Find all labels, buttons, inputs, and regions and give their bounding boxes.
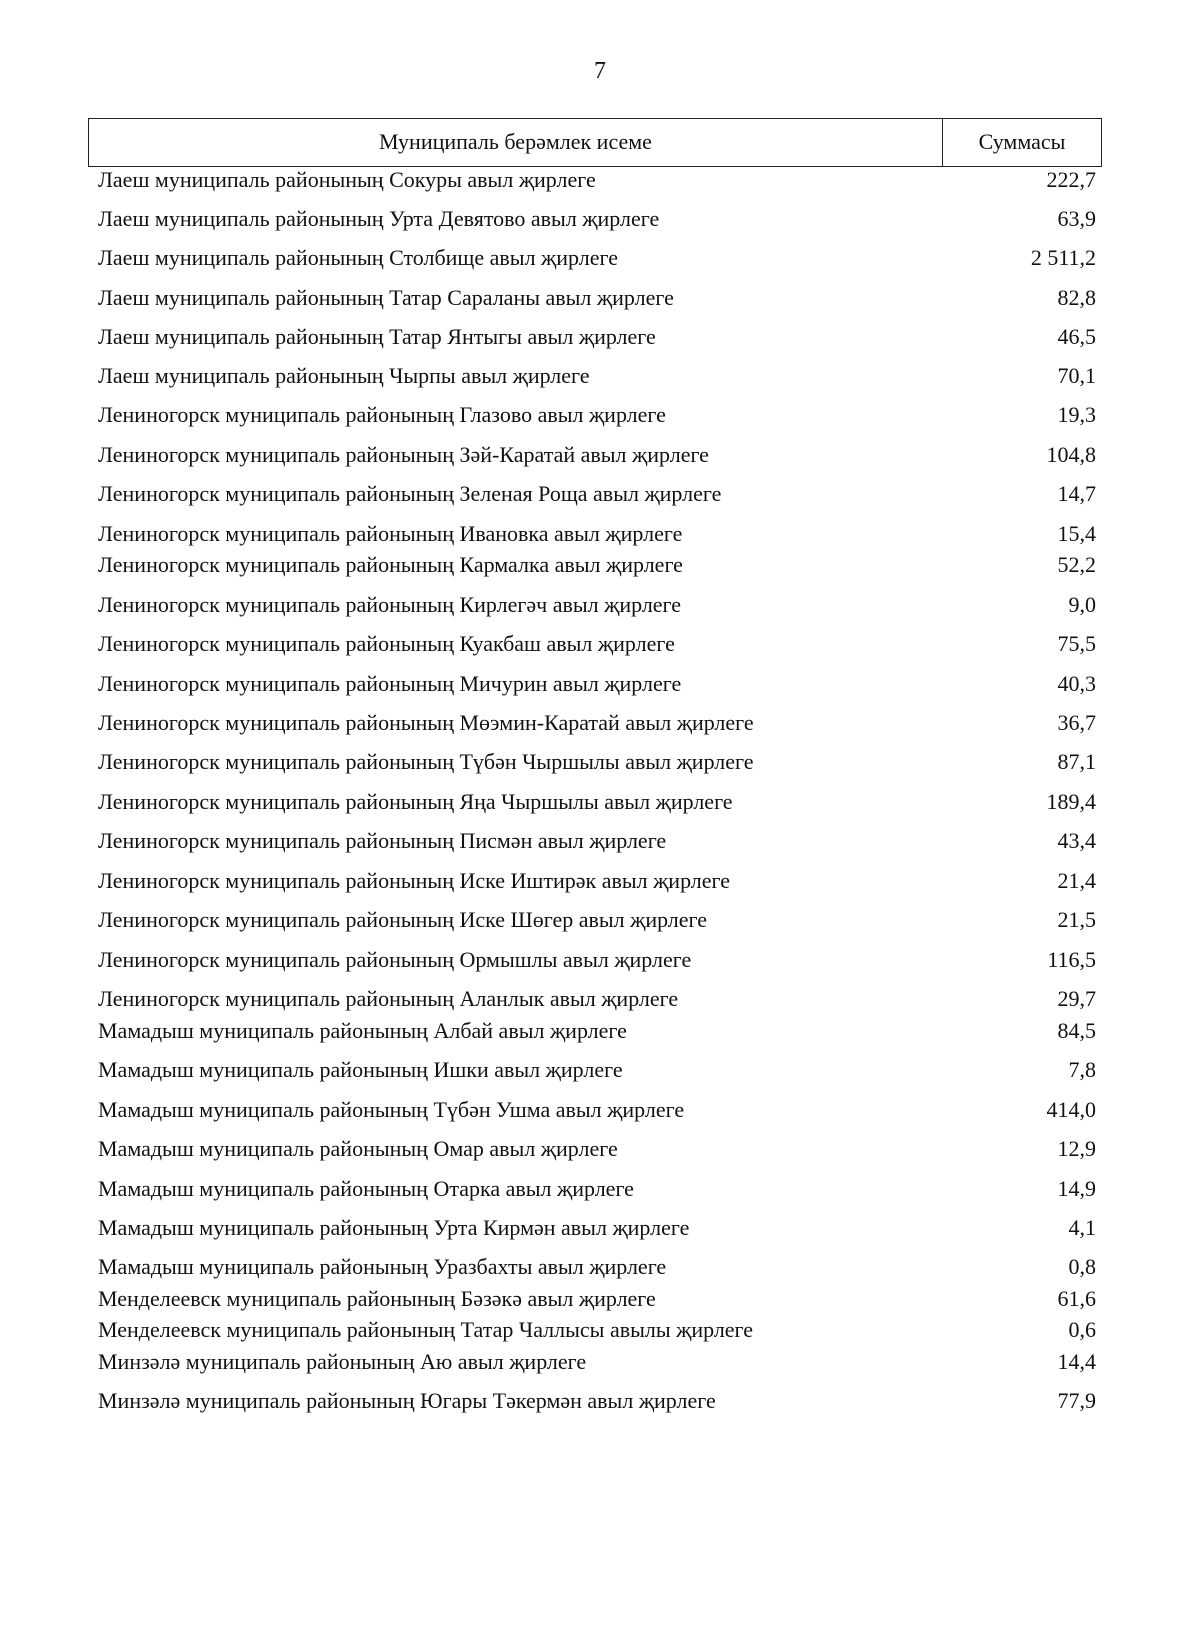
table-row bbox=[98, 984, 1096, 1014]
municipality-name: Лениногорск муниципаль районының Кармалка авыл җирлеге bbox=[98, 552, 683, 577]
table-row bbox=[98, 905, 1096, 935]
amount-value: 70,1 bbox=[1057, 363, 1096, 388]
municipality-name: Минзәлә муниципаль районының Югары Тәкермән авыл җирлеге bbox=[98, 1388, 716, 1413]
municipality-name: Лениногорск муниципаль районының Иске Шөгер авыл җирлеге bbox=[98, 907, 708, 932]
amount-value: 61,6 bbox=[1057, 1286, 1096, 1311]
table-row bbox=[98, 1284, 1096, 1314]
amount-value: 82,8 bbox=[1057, 285, 1096, 310]
table-row bbox=[98, 1347, 1096, 1377]
amount-value: 2 511,2 bbox=[1030, 245, 1096, 270]
amount-value: 46,5 bbox=[1057, 324, 1096, 349]
table-row bbox=[98, 1095, 1096, 1125]
municipality-name: Мамадыш муниципаль районының Уразбахты авыл җирлеге bbox=[98, 1254, 667, 1279]
table-row bbox=[98, 1386, 1096, 1416]
amount-value: 12,9 bbox=[1057, 1136, 1096, 1161]
municipality-name: Мамадыш муниципаль районының Урта Кирмән авыл җирлеге bbox=[98, 1215, 690, 1240]
amount-value: 75,5 bbox=[1057, 631, 1096, 656]
municipality-name: Лениногорск муниципаль районының Ормышлы авыл җирлеге bbox=[98, 947, 692, 972]
table-row bbox=[98, 1016, 1096, 1046]
table-row bbox=[98, 669, 1096, 699]
amount-value: 63,9 bbox=[1057, 206, 1096, 231]
amount-value: 104,8 bbox=[1046, 442, 1096, 467]
table-row bbox=[98, 519, 1096, 549]
table-row bbox=[98, 787, 1096, 817]
amount-value: 9,0 bbox=[1068, 592, 1096, 617]
municipality-name: Лениногорск муниципаль районының Мичурин авыл җирлеге bbox=[98, 671, 682, 696]
table-row bbox=[98, 550, 1096, 580]
municipality-name: Лениногорск муниципаль районының Зеленая Роща авыл җирлеге bbox=[98, 481, 722, 506]
municipality-name: Лениногорск муниципаль районының Түбән Чыршылы авыл җирлеге bbox=[98, 749, 754, 774]
page-number: 7 bbox=[594, 58, 606, 84]
municipality-name: Лаеш муниципаль районының Урта Девятово авыл җирлеге bbox=[98, 206, 660, 231]
table-row bbox=[98, 361, 1096, 391]
municipality-name: Лаеш муниципаль районының Чырпы авыл җирлеге bbox=[98, 363, 590, 388]
municipality-name: Менделеевск муниципаль районының Татар Чаллысы авылы җирлеге bbox=[98, 1317, 754, 1342]
amount-value: 21,4 bbox=[1057, 868, 1096, 893]
amount-value: 29,7 bbox=[1057, 986, 1096, 1011]
municipality-name: Лаеш муниципаль районының Столбище авыл җирлеге bbox=[98, 245, 618, 270]
amount-value: 21,5 bbox=[1057, 907, 1096, 932]
table-row bbox=[98, 866, 1096, 896]
amount-value: 52,2 bbox=[1057, 552, 1096, 577]
municipality-name: Мамадыш муниципаль районының Ишки авыл җирлеге bbox=[98, 1057, 623, 1082]
amount-value: 14,7 bbox=[1057, 481, 1096, 506]
amount-value: 14,4 bbox=[1057, 1349, 1096, 1374]
amount-value: 40,3 bbox=[1057, 671, 1096, 696]
table-row bbox=[98, 322, 1096, 352]
table-row bbox=[98, 283, 1096, 313]
amount-value: 222,7 bbox=[1046, 167, 1096, 192]
municipality-name: Лениногорск муниципаль районының Глазово авыл җирлеге bbox=[98, 402, 666, 427]
table-row bbox=[98, 1315, 1096, 1345]
amount-value: 0,6 bbox=[1068, 1317, 1096, 1342]
column-header-name: Муниципаль берәмлек исеме bbox=[89, 119, 943, 166]
amount-value: 189,4 bbox=[1046, 789, 1096, 814]
municipality-name: Мамадыш муниципаль районының Түбән Ушма авыл җирлеге bbox=[98, 1097, 685, 1122]
column-header-sum: Суммасы bbox=[978, 129, 1066, 154]
amount-value: 43,4 bbox=[1057, 828, 1096, 853]
table-row bbox=[98, 440, 1096, 470]
amount-value: 414,0 bbox=[1046, 1097, 1096, 1122]
municipality-name: Лениногорск муниципаль районының Иске Иштирәк авыл җирлеге bbox=[98, 868, 731, 893]
amount-value: 84,5 bbox=[1057, 1018, 1096, 1043]
municipality-name: Лениногорск муниципаль районының Кирлегәч авыл җирлеге bbox=[98, 592, 682, 617]
municipality-name: Мамадыш муниципаль районының Омар авыл җирлеге bbox=[98, 1136, 618, 1161]
amount-value: 77,9 bbox=[1057, 1388, 1096, 1413]
table-row bbox=[98, 747, 1096, 777]
table-row bbox=[98, 1055, 1096, 1085]
municipality-name: Лениногорск муниципаль районының Куакбаш авыл җирлеге bbox=[98, 631, 675, 656]
table-row bbox=[98, 1134, 1096, 1164]
municipality-name: Лениногорск муниципаль районының Зәй-Каратай авыл җирлеге bbox=[98, 442, 709, 467]
table-row bbox=[98, 204, 1096, 234]
municipality-name: Лаеш муниципаль районының Сокуры авыл җирлеге bbox=[98, 167, 596, 192]
municipality-name: Мамадыш муниципаль районының Отарка авыл җирлеге bbox=[98, 1176, 634, 1201]
municipality-name: Менделеевск муниципаль районының Бәзәкә авыл җирлеге bbox=[98, 1286, 656, 1311]
table-row bbox=[98, 629, 1096, 659]
amount-value: 19,3 bbox=[1057, 402, 1096, 427]
municipality-name: Мамадыш муниципаль районының Албай авыл җирлеге bbox=[98, 1018, 627, 1043]
table-row bbox=[98, 1252, 1096, 1282]
table-row bbox=[98, 400, 1096, 430]
table-row bbox=[98, 243, 1096, 273]
table-row bbox=[98, 479, 1096, 509]
amount-value: 87,1 bbox=[1057, 749, 1096, 774]
amount-value: 14,9 bbox=[1057, 1176, 1096, 1201]
amount-value: 36,7 bbox=[1057, 710, 1096, 735]
municipality-name: Лаеш муниципаль районының Татар Сараланы авыл җирлеге bbox=[98, 285, 674, 310]
municipality-name: Лениногорск муниципаль районының Писмән авыл җирлеге bbox=[98, 828, 667, 853]
table-row bbox=[98, 1174, 1096, 1204]
table-row bbox=[98, 590, 1096, 620]
table-row bbox=[98, 165, 1096, 195]
amount-value: 116,5 bbox=[1047, 947, 1096, 972]
municipality-name: Лениногорск муниципаль районының Яңа Чыршылы авыл җирлеге bbox=[98, 789, 733, 814]
table-row bbox=[98, 826, 1096, 856]
municipality-name: Лениногорск муниципаль районының Ивановка авыл җирлеге bbox=[98, 521, 683, 546]
table-row bbox=[98, 708, 1096, 738]
amount-value: 0,8 bbox=[1068, 1254, 1096, 1279]
municipality-name: Лаеш муниципаль районының Татар Янтыгы авыл җирлеге bbox=[98, 324, 656, 349]
amount-value: 4,1 bbox=[1068, 1215, 1096, 1240]
table-row bbox=[98, 1213, 1096, 1243]
municipality-name: Лениногорск муниципаль районының Мөэмин-Каратай авыл җирлеге bbox=[98, 710, 754, 735]
municipality-name: Минзәлә муниципаль районының Аю авыл җирлеге bbox=[98, 1349, 587, 1374]
municipality-name: Лениногорск муниципаль районының Аланлык авыл җирлеге bbox=[98, 986, 679, 1011]
amount-value: 7,8 bbox=[1068, 1057, 1096, 1082]
table-row bbox=[98, 945, 1096, 975]
amount-value: 15,4 bbox=[1057, 521, 1096, 546]
